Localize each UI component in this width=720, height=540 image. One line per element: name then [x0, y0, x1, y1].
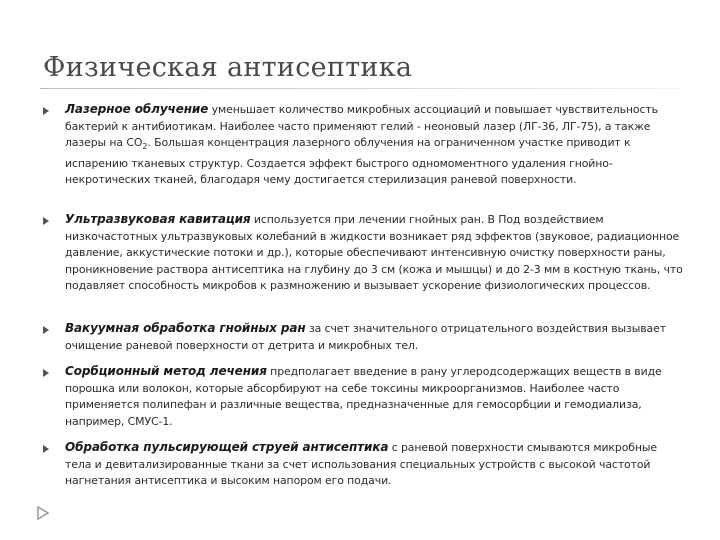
- bullet-text: [65, 320, 683, 354]
- bullet-body: предполагает введение в рану углеродсодержащих веществ в виде порошка или волокон, которые абсорбируют на себе токсины микроорганизмов. Наиболее часто применяется полипефан и различные вещества, предназначенные для гемосорбции и гемодиализа, например, СМУС-1.: [65, 365, 662, 428]
- bullet-arrow-icon: [43, 326, 49, 334]
- bullet-body: за счет значительного отрицательного воздействия вызывает очищение раневой поверхности от детрита и микробных тел.: [65, 322, 666, 352]
- triangle-outline-nav-icon[interactable]: [36, 506, 50, 520]
- bullet-term: Вакуумная обработка гнойных ран: [65, 321, 306, 335]
- title-divider: [40, 88, 680, 89]
- bullet-term: Обработка пульсирующей струей антисептика: [65, 440, 389, 454]
- bullet-term: Лазерное облучение: [65, 102, 209, 116]
- slide-title: Физическая антисептика: [43, 52, 413, 83]
- bullet-text: [65, 363, 683, 430]
- bullet-arrow-icon: [43, 217, 49, 225]
- bullet-body-continued: . Большая концентрация лазерного облучения на ограниченном участке приводит к испарению тканевых структур. Создается эффект быстрого одномоментного удаления гнойно-некротических тканей, благодаря чему достигается стерилизация раневой поверхности.: [65, 136, 631, 187]
- bullet-term: Сорбционный метод лечения: [65, 364, 267, 378]
- bullet-subscript: 2: [142, 142, 148, 152]
- bullet-body: с раневой поверхности смываются микробные тела и девитализированные ткани за счет использования специальных устройств с высокой частотой нагнетания антисептика и высоким напором его подачи.: [65, 441, 658, 487]
- bullet-text: [65, 211, 683, 295]
- bullet-text: [65, 101, 683, 189]
- bullet-body: уменьшает количество микробных ассоциаций и повышает чувствительность бактерий к антибиотикам. Наиболее часто применяют гелий - неоновый лазер (ЛГ-36, ЛГ-75), а также лазеры на СО: [65, 103, 658, 149]
- bullet-text: [65, 439, 683, 490]
- bullet-term: Ультразвуковая кавитация: [65, 212, 251, 226]
- bullet-arrow-icon: [43, 445, 49, 453]
- bullet-arrow-icon: [43, 107, 49, 115]
- bullet-body: используется при лечении гнойных ран. В Под воздействием низкочастотных ультразвуковых колебаний в жидкости возникает ряд эффектов (звуковое, радиационное давление, аккустические потоки и др.), которые обеспечивают интенсивную очистку поверхности раны, проникновение раствора антисептика на глубину до 3 см (кожа и мышцы) и до 2-3 мм в костную ткань, что подавляет способность микробов к размножению и вызывает ускорение физиологических процессов.: [65, 213, 683, 292]
- bullet-arrow-icon: [43, 369, 49, 377]
